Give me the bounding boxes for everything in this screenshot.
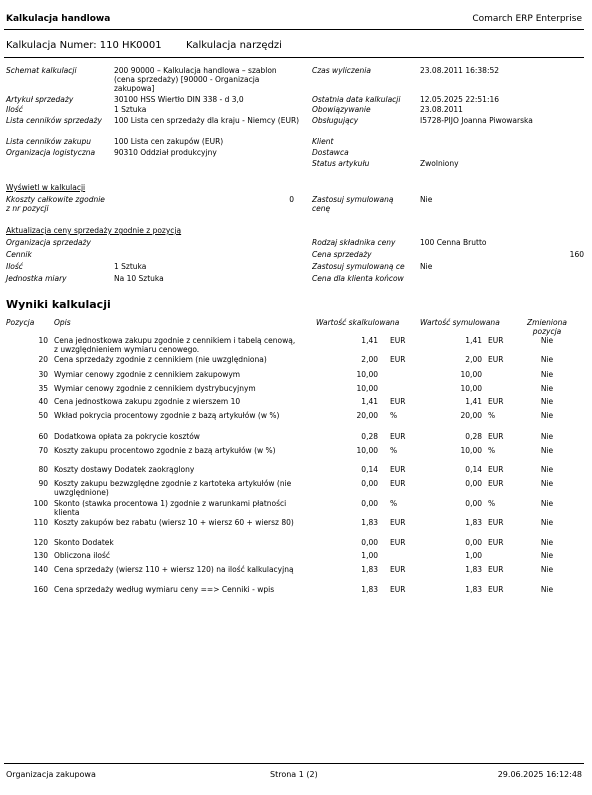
row-value-calculated: 10,00 bbox=[356, 384, 378, 393]
jm-label: Jednostka miary bbox=[6, 274, 67, 283]
row-description: Wymiar cenowy zgodnie z cennikiem dystrybucyjnym bbox=[54, 384, 256, 393]
row-value-calculated: 1,83 bbox=[361, 518, 378, 527]
row-value-calculated: 1,41 bbox=[361, 397, 378, 406]
row-changed: Nie bbox=[540, 479, 554, 488]
row-unit-calculated: EUR bbox=[390, 355, 406, 364]
row-position: 30 bbox=[38, 370, 48, 379]
col-zmieniona: Zmieniona pozycja bbox=[527, 318, 567, 336]
row-value-simulated: 0,00 bbox=[465, 538, 482, 547]
row-unit-simulated: EUR bbox=[488, 479, 504, 488]
row-position: 160 bbox=[33, 585, 48, 594]
row-value-simulated: 1,83 bbox=[465, 518, 482, 527]
row-changed: Nie bbox=[540, 370, 554, 379]
row-description: Cena sprzedaży według wymiaru ceny ==> Cenniki - wpis bbox=[54, 585, 275, 594]
row-unit-simulated: % bbox=[488, 411, 496, 420]
row-unit-simulated: EUR bbox=[488, 465, 504, 474]
col-pozycja: Pozycja bbox=[6, 318, 35, 327]
lista-sprz-label: Lista cenników sprzedaży bbox=[6, 116, 102, 125]
row-value-simulated: 10,00 bbox=[460, 370, 482, 379]
row-description: Koszty dostawy Dodatek zaokrąglony bbox=[54, 465, 195, 474]
row-value-simulated: 20,00 bbox=[460, 411, 482, 420]
klient-label: Klient bbox=[312, 137, 334, 146]
row-changed: Nie bbox=[540, 397, 554, 406]
czas-value: 23.08.2011 16:38:52 bbox=[420, 66, 500, 75]
row-changed: Nie bbox=[540, 551, 554, 560]
row-value-simulated: 1,83 bbox=[465, 565, 482, 574]
status-label: Status artykułu bbox=[312, 159, 370, 168]
ost-data-label: Ostatnia data kalkulacji bbox=[312, 95, 401, 104]
footer-page: Strona 1 (2) bbox=[270, 770, 318, 779]
ilosc-value: 1 Sztuka bbox=[114, 105, 147, 114]
row-value-calculated: 10,00 bbox=[356, 370, 378, 379]
row-value-simulated: 1,41 bbox=[465, 336, 482, 345]
row-description: Cena jednostkowa zakupu zgodnie z cennikiem i tabelą cenową, z uwzględnieniem wymiaru cenowego. bbox=[54, 336, 296, 354]
row-position: 10 bbox=[38, 336, 48, 345]
row-unit-simulated: EUR bbox=[488, 538, 504, 547]
row-value-calculated: 1,00 bbox=[361, 551, 378, 560]
row-value-simulated: 0,14 bbox=[465, 465, 482, 474]
row-unit-simulated: EUR bbox=[488, 432, 504, 441]
row-description: Skonto (stawka procentowa 1) zgodnie z warunkami płatności klienta bbox=[54, 499, 287, 517]
row-position: 60 bbox=[38, 432, 48, 441]
lista-zak-value: 100 Lista cen zakupów (EUR) bbox=[114, 137, 224, 146]
col-wartosc-skalk: Wartość skalkulowana bbox=[316, 318, 400, 327]
title-divider bbox=[4, 57, 584, 58]
row-value-calculated: 0,00 bbox=[361, 538, 378, 547]
row-value-calculated: 1,83 bbox=[361, 585, 378, 594]
row-position: 70 bbox=[38, 446, 48, 455]
row-description: Cena jednostkowa zakupu zgodnie z wierszem 10 bbox=[54, 397, 241, 406]
row-unit-simulated: EUR bbox=[488, 565, 504, 574]
row-description: Wymiar cenowy zgodnie z cennikiem zakupowym bbox=[54, 370, 241, 379]
row-value-calculated: 10,00 bbox=[356, 446, 378, 455]
obsl-value: I5728-PIJO Joanna Piwowarska bbox=[420, 116, 533, 125]
klient-konc-label: Cena dla klienta końcow bbox=[312, 274, 404, 283]
row-value-simulated: 1,83 bbox=[465, 585, 482, 594]
row-description: Wkład pokrycia procentowy zgodnie z bazą artykułów (w %) bbox=[54, 411, 280, 420]
row-unit-simulated: EUR bbox=[488, 355, 504, 364]
zastosuj-label: Zastosuj symulowaną cenę bbox=[312, 195, 394, 213]
obow-label: Obowiązywanie bbox=[312, 105, 371, 114]
row-value-calculated: 0,28 bbox=[361, 432, 378, 441]
row-description: Koszty zakupu bezwzględne zgodnie z kartoteka artykułów (nie uwzględnione) bbox=[54, 479, 292, 497]
rodzaj-label: Rodzaj składnika ceny bbox=[312, 238, 396, 247]
cennik-label: Cennik bbox=[6, 250, 32, 259]
report-type: Kalkulacja handlowa bbox=[6, 14, 111, 24]
rodzaj-value: 100 Cenna Brutto bbox=[420, 238, 487, 247]
lista-sprz-value: 100 Lista cen sprzedaży dla kraju - Niemcy (EUR) bbox=[114, 116, 300, 125]
row-value-calculated: 1,83 bbox=[361, 565, 378, 574]
row-position: 80 bbox=[38, 465, 48, 474]
row-unit-calculated: EUR bbox=[390, 479, 406, 488]
row-changed: Nie bbox=[540, 446, 554, 455]
row-unit-calculated: EUR bbox=[390, 538, 406, 547]
ilosc-label: Ilość bbox=[6, 105, 23, 114]
row-value-simulated: 10,00 bbox=[460, 446, 482, 455]
artykul-label: Artykuł sprzedaży bbox=[6, 95, 74, 104]
czas-label: Czas wyliczenia bbox=[312, 66, 371, 75]
row-unit-calculated: EUR bbox=[390, 518, 406, 527]
obsl-label: Obsługujący bbox=[312, 116, 359, 125]
row-unit-calculated: EUR bbox=[390, 565, 406, 574]
row-unit-calculated: % bbox=[390, 499, 398, 508]
row-position: 100 bbox=[33, 499, 48, 508]
ost-data-value: 12.05.2025 22:51:16 bbox=[420, 95, 500, 104]
org-log-value: 90310 Oddział produkcyjny bbox=[114, 148, 217, 157]
row-changed: Nie bbox=[540, 336, 554, 345]
row-value-simulated: 10,00 bbox=[460, 384, 482, 393]
row-description: Koszty zakupu procentowo zgodnie z bazą artykułów (w %) bbox=[54, 446, 276, 455]
row-description: Skonto Dodatek bbox=[54, 538, 114, 547]
jm-value: Na 10 Sztuka bbox=[114, 274, 164, 283]
header-divider bbox=[4, 29, 584, 30]
row-changed: Nie bbox=[540, 411, 554, 420]
obow-value: 23.08.2011 bbox=[420, 105, 463, 114]
row-unit-simulated: EUR bbox=[488, 585, 504, 594]
row-value-calculated: 0,00 bbox=[361, 499, 378, 508]
row-value-simulated: 2,00 bbox=[465, 355, 482, 364]
update-section-title: Aktualizacja ceny sprzedaży zgodnie z pozycją bbox=[6, 226, 182, 235]
row-position: 140 bbox=[33, 565, 48, 574]
row-position: 110 bbox=[33, 518, 48, 527]
row-description: Cena sprzedaży zgodnie z cennikiem (nie uwzględniona) bbox=[54, 355, 267, 364]
row-value-simulated: 0,00 bbox=[465, 479, 482, 488]
dostawca-label: Dostawca bbox=[312, 148, 349, 157]
zast-ce-value: Nie bbox=[420, 262, 433, 271]
row-changed: Nie bbox=[540, 565, 554, 574]
row-changed: Nie bbox=[540, 384, 554, 393]
row-value-simulated: 1,41 bbox=[465, 397, 482, 406]
row-position: 35 bbox=[38, 384, 48, 393]
status-value: Zwolniony bbox=[420, 159, 459, 168]
row-unit-calculated: % bbox=[390, 446, 398, 455]
system-name: Comarch ERP Enterprise bbox=[472, 14, 582, 24]
row-changed: Nie bbox=[540, 585, 554, 594]
row-value-simulated: 0,00 bbox=[465, 499, 482, 508]
row-position: 120 bbox=[33, 538, 48, 547]
row-position: 20 bbox=[38, 355, 48, 364]
row-changed: Nie bbox=[540, 355, 554, 364]
row-value-simulated: 1,00 bbox=[465, 551, 482, 560]
row-position: 90 bbox=[38, 479, 48, 488]
schemat-label: Schemat kalkulacji bbox=[6, 66, 77, 75]
row-changed: Nie bbox=[540, 538, 554, 547]
row-value-calculated: 20,00 bbox=[356, 411, 378, 420]
cena-label: Cena sprzedaży bbox=[312, 250, 372, 259]
row-unit-calculated: EUR bbox=[390, 397, 406, 406]
upd-ilosc-value: 1 Sztuka bbox=[114, 262, 147, 271]
zastosuj-value: Nie bbox=[420, 195, 433, 204]
row-changed: Nie bbox=[540, 518, 554, 527]
row-unit-simulated: EUR bbox=[488, 518, 504, 527]
row-position: 130 bbox=[33, 551, 48, 560]
row-description: Cena sprzedaży (wiersz 110 + wiersz 120) na ilość kalkulacyjną bbox=[54, 565, 294, 574]
footer-divider bbox=[4, 763, 584, 764]
footer-datetime: 29.06.2025 16:12:48 bbox=[497, 770, 582, 779]
row-value-calculated: 0,14 bbox=[361, 465, 378, 474]
zast-ce-label: Zastosuj symulowaną ce bbox=[312, 262, 405, 271]
row-changed: Nie bbox=[540, 432, 554, 441]
display-section-title: Wyświetl w kalkulacji bbox=[6, 183, 86, 192]
row-value-calculated: 0,00 bbox=[361, 479, 378, 488]
schemat-value: 200 90000 – Kalkulacja handlowa – szablon (cena sprzedaży) [90000 - Organizacja zakupowa] bbox=[114, 66, 277, 93]
koszty-value: 0 bbox=[289, 195, 294, 204]
row-unit-calculated: EUR bbox=[390, 336, 406, 345]
row-unit-simulated: EUR bbox=[488, 336, 504, 345]
cena-value: 160 bbox=[569, 250, 584, 259]
row-position: 50 bbox=[38, 411, 48, 420]
row-changed: Nie bbox=[540, 465, 554, 474]
org-sprz-label: Organizacja sprzedaży bbox=[6, 238, 91, 247]
row-value-calculated: 1,41 bbox=[361, 336, 378, 345]
org-log-label: Organizacja logistyczna bbox=[6, 148, 96, 157]
results-title: Wyniki kalkulacji bbox=[6, 298, 111, 311]
row-unit-simulated: EUR bbox=[488, 397, 504, 406]
row-description: Koszty zakupów bez rabatu (wiersz 10 + wiersz 60 + wiersz 80) bbox=[54, 518, 294, 527]
col-wartosc-sym: Wartość symulowana bbox=[420, 318, 500, 327]
footer-org: Organizacja zakupowa bbox=[6, 770, 96, 779]
row-unit-calculated: EUR bbox=[390, 585, 406, 594]
row-description: Dodatkowa opłata za pokrycie kosztów bbox=[54, 432, 200, 441]
row-unit-simulated: % bbox=[488, 446, 496, 455]
row-value-calculated: 2,00 bbox=[361, 355, 378, 364]
row-value-simulated: 0,28 bbox=[465, 432, 482, 441]
calculation-name: Kalkulacja narzędzi bbox=[186, 40, 282, 51]
row-description: Obliczona ilość bbox=[54, 551, 111, 560]
lista-zak-label: Lista cenników zakupu bbox=[6, 137, 92, 146]
row-unit-simulated: % bbox=[488, 499, 496, 508]
koszty-label: Kkoszty całkowite zgodnie z nr pozycji bbox=[6, 195, 105, 213]
row-position: 40 bbox=[38, 397, 48, 406]
row-changed: Nie bbox=[540, 499, 554, 508]
row-unit-calculated: % bbox=[390, 411, 398, 420]
calculation-number: Kalkulacja Numer: 110 HK0001 bbox=[6, 40, 162, 51]
row-unit-calculated: EUR bbox=[390, 432, 406, 441]
upd-ilosc-label: Ilość bbox=[6, 262, 23, 271]
artykul-value: 30100 HSS Wiertło DIN 338 - d 3,0 bbox=[114, 95, 244, 104]
col-opis: Opis bbox=[54, 318, 71, 327]
row-unit-calculated: EUR bbox=[390, 465, 406, 474]
